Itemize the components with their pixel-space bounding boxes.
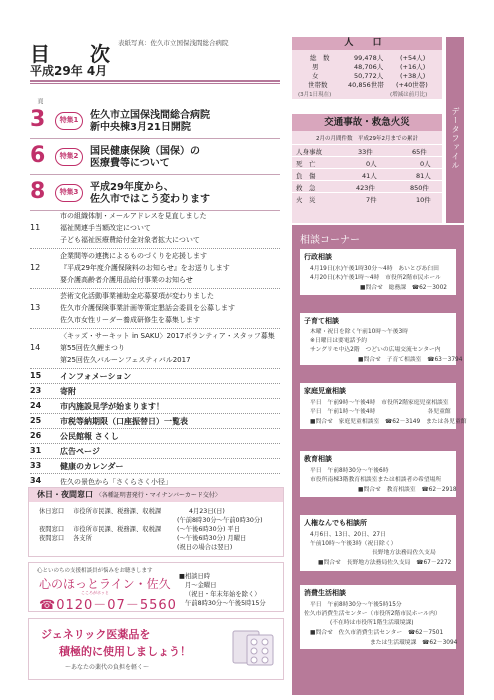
consult-line: 平日 午前9時～午後4時 市役所2階家庭児童相談室	[310, 400, 449, 406]
cover-photo-caption: 表紙写真：佐久市立国保浅間総合病院	[118, 39, 229, 47]
consult-contact: ■問合せ 教育相談室 ☎62－2918	[358, 487, 457, 493]
population-change: (+54人)	[400, 54, 426, 62]
consult-card-education	[300, 451, 456, 497]
toc-page-number: 25	[30, 416, 42, 425]
holiday-desc: 市役所市民課、税務課、収税課	[73, 508, 162, 515]
toc-page-label: 頁	[36, 98, 43, 104]
population-value: 50,772人	[354, 72, 384, 80]
feature-divider	[30, 174, 280, 175]
consult-contact: ■問合せ 長野地方法務局佐久支局 ☎67－2272	[318, 560, 452, 566]
consult-contact: ■問合せ 子育て相談室 ☎63－3794	[358, 357, 463, 363]
consult-line: (不在時は市役所1階生活環境課)	[330, 620, 414, 626]
traffic-label: 負 傷	[296, 172, 316, 180]
traffic-total: 0人	[420, 160, 431, 168]
toc-page-number: 26	[30, 431, 42, 440]
population-row	[292, 71, 442, 80]
toc-divider	[30, 383, 280, 384]
toc-entry[interactable]: 公民館報 さくし	[60, 432, 119, 441]
toc-page-number: 23	[30, 386, 42, 395]
toc-page-number: 34	[30, 476, 42, 485]
traffic-row	[292, 192, 442, 203]
hotline-schedule: 月～金曜日	[185, 582, 217, 589]
population-date-note: (3月1日現在)	[298, 92, 332, 98]
consult-heading: 人権なんでも相談所	[304, 519, 367, 527]
traffic-total: 10件	[416, 196, 431, 204]
toc-page-number: 31	[30, 446, 42, 455]
toc-divider	[30, 368, 280, 369]
toc-divider	[30, 413, 280, 414]
toc-entry[interactable]: 第25回佐久バルーンフェスティバル2017	[60, 356, 191, 364]
toc-entry[interactable]: 広告ページ	[60, 447, 100, 456]
holiday-time: (～午後6時30分) 月曜日	[177, 535, 247, 542]
traffic-row	[292, 168, 442, 179]
toc-entry[interactable]: 第55回佐久鯉まつり	[60, 344, 125, 352]
datafile-label: データファイル	[451, 107, 460, 170]
toc-entry[interactable]: 市の組織体制・メールアドレスを見直しました	[60, 212, 207, 220]
toc-entry[interactable]: 要介護高齢者介護用品給付事業のお知らせ	[60, 276, 193, 284]
generic-drug-box	[28, 618, 284, 680]
consult-card-human-rights	[300, 515, 456, 571]
toc-entry[interactable]: 子ども福祉医療費給付金対象者拡大について	[60, 236, 200, 244]
population-row	[292, 62, 442, 71]
traffic-row	[292, 180, 442, 191]
consult-contact: ■問合せ 佐久市消費生活センター ☎62－7501	[310, 630, 444, 636]
consult-card-family	[300, 383, 467, 429]
holiday-label: 夜間窓口	[39, 526, 65, 533]
hotline-name: 心のほっとライン・佐久	[39, 577, 171, 591]
toc-entry[interactable]: 『平成29年度介護保険料のお知らせ』をお送りします	[60, 264, 230, 272]
population-label: 女	[312, 72, 319, 80]
feature-line: 平成29年度から、	[90, 182, 174, 193]
feature-line: 新中央棟3月21日開院	[90, 122, 191, 133]
traffic-label: 救 急	[296, 184, 316, 192]
population-value: 99,478人	[354, 54, 384, 62]
feature-line: 佐久市ではこう変わります	[90, 194, 210, 205]
toc-entry[interactable]: 佐久の景色から「さくらさく小径」	[60, 478, 172, 486]
consult-line: 市役所南棟3階教育相談室または相談者の希望場所	[310, 477, 442, 483]
population-change-note: (増減は前月比)	[390, 92, 428, 98]
consult-title: 相談コーナー	[300, 235, 360, 246]
consult-heading: 消費生活相談	[304, 589, 346, 597]
consult-contact: または生活環境課 ☎62－3094	[370, 640, 458, 646]
feature-divider	[30, 138, 280, 139]
holiday-time: 4月23日(日)	[189, 508, 225, 515]
toc-divider	[30, 443, 280, 444]
traffic-month: 423件	[356, 184, 375, 192]
datafile-tab	[446, 37, 464, 223]
issue-date: 平成29年 4月	[30, 64, 108, 78]
holiday-desc: 各支所	[73, 535, 92, 542]
toc-divider	[30, 288, 280, 289]
feature-title-3	[90, 182, 210, 206]
holiday-time: (午前8時30分～午前0時30分)	[177, 517, 263, 524]
traffic-month: 41人	[362, 172, 377, 180]
consult-line: 4月20日(木)午後1時～4時 市役所2階市民ホール	[310, 275, 441, 281]
toc-entry[interactable]: 市内施設見学が始まります！	[60, 402, 164, 411]
traffic-label: 死 亡	[296, 160, 316, 168]
consult-line: サングリモ中込2階 つどいの広場交流センター内	[310, 347, 441, 353]
traffic-month: 0人	[366, 160, 377, 168]
feature-line: 国民健康保険（国保）の	[90, 146, 200, 157]
consult-card-administrative	[300, 249, 456, 295]
traffic-month: 33件	[358, 148, 373, 156]
consult-line: 佐久市消費生活センター（市役所2階市民ホール内）	[304, 611, 441, 617]
holiday-time: (～午後6時30分) 平日	[177, 526, 241, 533]
toc-divider	[30, 473, 280, 474]
consult-contact: ■問合せ 総務課 ☎62－3002	[360, 285, 447, 291]
consult-card-consumer	[300, 585, 456, 649]
feature-title-1	[90, 110, 210, 134]
traffic-box	[292, 114, 442, 223]
toc-entry[interactable]: 佐久市介護保険事業計画等策定懇話会委員を公募します	[60, 304, 235, 312]
consult-line: 4月6日、13日、20日、27日	[310, 532, 386, 538]
toc-page-number: 12	[30, 263, 41, 272]
page-title: 目 次	[30, 42, 120, 66]
consult-line: 4月19日(水)午後1時30分～4時 あいとぴあ臼田	[310, 266, 439, 272]
consult-section	[292, 225, 467, 695]
consult-line: 木曜・祝日を除く午前10時～午後3時	[310, 329, 409, 335]
hotline-phone[interactable]: ☎0120－07－5560	[39, 598, 177, 613]
toc-divider	[30, 328, 280, 329]
toc-divider	[30, 458, 280, 459]
hotline-box	[28, 562, 284, 612]
population-value: 48,706人	[354, 63, 384, 71]
toc-divider	[30, 248, 280, 249]
feature-badge: 特集3	[55, 184, 83, 202]
consult-heading: 教育相談	[304, 455, 332, 463]
hotline-intro: 心といのちの支援相談員が悩みをお聴きします	[37, 568, 153, 574]
toc-page-number: 11	[30, 223, 41, 232]
hotline-schedule: （祝日・年末年始を除く）	[185, 591, 261, 598]
consult-line: 平日 午前8時30分～午後5時15分	[310, 602, 402, 608]
population-change: (+40世帯)	[396, 81, 428, 89]
feature-badge: 特集1	[55, 112, 83, 130]
feature-line: 佐久市立国保浅間総合病院	[90, 110, 210, 121]
feature-line: 医療費等について	[90, 158, 170, 169]
holiday-label: 夜間窓口	[39, 535, 65, 542]
consult-line: 長野地方法務局佐久支局	[372, 550, 436, 556]
generic-line-2: 積極的に使用しましょう！	[59, 645, 191, 658]
toc-entry[interactable]: 〈キッズ・サーキット in SAKU〉2017ボランティア・スタッフ募集	[60, 332, 275, 340]
population-row	[292, 53, 442, 62]
toc-entry[interactable]: 健康のカレンダー	[60, 462, 124, 471]
holiday-label: 休日窓口	[39, 508, 65, 515]
population-box	[292, 37, 442, 99]
toc-entry[interactable]: 福祉関連手当額改定について	[60, 224, 151, 232]
toc-entry[interactable]: 寄附	[60, 387, 76, 396]
consult-line: ※日曜日は要電話予約	[310, 338, 368, 344]
traffic-month: 7件	[366, 196, 377, 204]
consult-card-childcare	[300, 313, 463, 365]
population-label: 男	[312, 63, 319, 71]
generic-line-3: ～あなたの薬代の負担を軽く～	[65, 664, 150, 671]
consult-line: 平日 午前8時30分～午後6時	[310, 468, 389, 474]
traffic-row	[292, 156, 442, 167]
hotline-schedule: ■相談日時	[179, 573, 211, 580]
population-label: 世帯数	[308, 81, 328, 89]
population-value: 40,856世帯	[348, 81, 384, 89]
traffic-total: 65件	[412, 148, 427, 156]
hotline-schedule: 午前8時30分～午後5時15分	[185, 600, 266, 607]
consult-heading: 家庭児童相談	[304, 387, 346, 395]
holiday-title: 休日・夜間窓口	[37, 490, 93, 499]
consult-heading: 行政相談	[304, 253, 332, 261]
consult-contact: ■問合せ 家庭児童相談室 ☎62－3149 または各児童館	[310, 419, 467, 425]
header-divider-thin	[30, 83, 280, 84]
feature-badge: 特集2	[55, 148, 83, 166]
feature-page-number: 3	[30, 107, 46, 132]
pill-pack-icon	[229, 627, 277, 667]
feature-title-2	[90, 146, 200, 170]
holiday-desc: 市役所市民課、税務課、収税課	[73, 526, 162, 533]
holiday-service-box	[28, 487, 284, 557]
population-label: 総 数	[310, 54, 330, 62]
toc-divider	[30, 398, 280, 399]
toc-entry[interactable]: 佐久市女性リーダー養成研修生を募集します	[60, 316, 200, 324]
holiday-time: (祝日の場合は翌日)	[177, 544, 233, 551]
consult-line: 平日 午前1時～午後4時 各児童館	[310, 409, 451, 415]
traffic-row	[292, 144, 442, 155]
traffic-label: 火 災	[296, 196, 316, 204]
toc-page-number: 33	[30, 461, 42, 470]
toc-page-number: 24	[30, 401, 42, 410]
hotline-kana: こころがホッと	[81, 590, 109, 595]
population-change: (+38人)	[400, 72, 426, 80]
toc-entry[interactable]: インフォメーション	[60, 372, 132, 381]
toc-page-number: 15	[30, 371, 42, 380]
population-title: 人 口	[292, 37, 442, 50]
traffic-subtitle: 2月の月間件数 平成29年2月までの累計	[316, 136, 418, 142]
holiday-header	[29, 488, 283, 502]
traffic-total: 850件	[410, 184, 429, 192]
feature-page-number: 6	[30, 143, 46, 168]
toc-page-number: 13	[30, 303, 41, 312]
toc-entry[interactable]: 市税等納期限（口座振替日）一覧表	[60, 417, 188, 426]
population-change: (+16人)	[400, 63, 426, 71]
header-divider	[30, 80, 280, 82]
generic-line-1: ジェネリック医薬品を	[41, 628, 151, 641]
traffic-total: 81人	[416, 172, 431, 180]
holiday-title-note: 〈各種証明書発行・マイナンバーカード交付〉	[95, 492, 221, 499]
population-row	[292, 80, 442, 89]
consult-line: 午前10時～午後3時（祝日除く）	[310, 541, 397, 547]
traffic-title: 交通事故・救急火災	[292, 114, 442, 131]
toc-entry[interactable]: 企業間等の連携によるものづくりを応援します	[60, 252, 207, 260]
traffic-label: 人身事故	[296, 148, 322, 156]
toc-entry[interactable]: 芸術文化活動事業補助金応募要項が変わりました	[60, 292, 214, 300]
feature-page-number: 8	[30, 179, 46, 204]
toc-page-number: 14	[30, 343, 41, 352]
consult-heading: 子育て相談	[304, 317, 339, 325]
toc-divider	[30, 428, 280, 429]
